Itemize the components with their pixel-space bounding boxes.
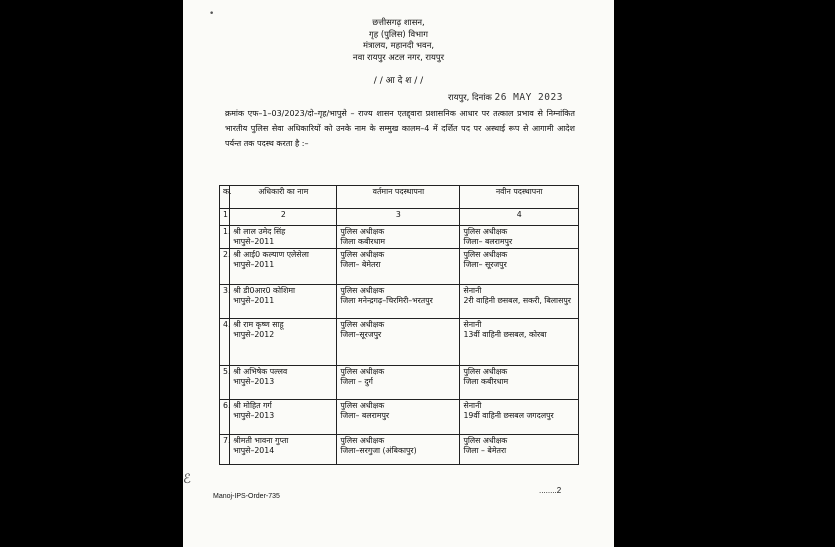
cell-new-posting xyxy=(460,400,579,435)
table-header-row xyxy=(220,186,579,209)
cell-current-posting-line: जिला मनेन्द्रगढ़–चिरमिरी–भरतपुर xyxy=(340,296,433,305)
handwritten-initials: ℰ xyxy=(183,472,191,487)
cell-officer xyxy=(230,226,337,249)
cell-sn xyxy=(220,366,230,400)
cell-officer-line: भापुसे–2012 xyxy=(233,330,275,339)
table-row xyxy=(220,226,579,249)
cell-current-posting-line: पुलिस अधीक्षक xyxy=(340,320,385,329)
cell-sn-line: 5. xyxy=(223,367,231,376)
cell-sn-line: 2. xyxy=(223,250,231,259)
page-mark: • xyxy=(209,9,215,19)
cell-officer-line: श्री आई0 कल्याण एलेसेला xyxy=(233,250,309,259)
cell-current-posting xyxy=(337,435,460,465)
cell-current-posting xyxy=(337,366,460,400)
cell-new-posting-line: पुलिस अधीक्षक xyxy=(463,436,508,445)
cell-current-posting xyxy=(337,249,460,285)
cell-new-posting-line: सेनानी xyxy=(463,286,482,295)
date-stamp: 26 MAY 2023 xyxy=(494,92,563,103)
col-number: 3 xyxy=(337,209,460,226)
cell-officer-line: श्री डी0आर0 कोशिमा xyxy=(233,286,296,295)
cell-new-posting-line: जिला – बेमेतरा xyxy=(463,446,507,455)
cell-current-posting xyxy=(337,226,460,249)
cell-officer-line: भापुसे–2013 xyxy=(233,411,275,420)
cell-new-posting-line: पुलिस अधीक्षक xyxy=(463,367,508,376)
cell-new-posting-line: 13वीं वाहिनी छसबल, कोरबा xyxy=(463,330,547,339)
posting-table xyxy=(219,185,579,465)
letterhead xyxy=(183,17,614,63)
table-row xyxy=(220,366,579,400)
col-header-current: वर्तमान पदस्थापना xyxy=(337,186,460,209)
cell-current-posting xyxy=(337,400,460,435)
cell-sn xyxy=(220,285,230,319)
cell-officer-line: भापुसे–2013 xyxy=(233,377,275,386)
cell-officer-line: श्री मोहित गर्ग xyxy=(233,401,272,410)
cell-officer-line: श्रीमती भावना गुप्ता xyxy=(233,436,289,445)
cell-officer-line: भापुसे–2014 xyxy=(233,446,275,455)
cell-officer-line: भापुसे–2011 xyxy=(233,260,275,269)
cell-officer xyxy=(230,435,337,465)
table-body xyxy=(220,226,579,465)
col-header-sn: क. xyxy=(220,186,230,209)
cell-sn xyxy=(220,319,230,366)
cell-officer xyxy=(230,285,337,319)
cell-new-posting-line: 19वीं वाहिनी छसबल जगदलपुर xyxy=(463,411,554,420)
cell-officer-line: श्री राम कृष्ण साहू xyxy=(233,320,284,329)
cell-new-posting xyxy=(460,435,579,465)
letterhead-line: मंत्रालय, महानदी भवन, xyxy=(362,40,435,51)
cell-new-posting-line: सेनानी xyxy=(463,401,482,410)
cell-officer-line: श्री अभिषेक पल्लव xyxy=(233,367,288,376)
order-body-text: क्रमांक एफ–1–03/2023/दो–गृह/भापुसे – राज्य शासन एतद्द्वारा प्रशासनिक आधार पर तत्काल प्रभाव से निम्नांकित भारतीय पुलिस सेवा अधिकारियों को उनके नाम के सम्मुख कालम–4 में दर्शित पद पर अस्थाई रूप से आगामी आदेश पर्यन्त तक पदस्थ करता है :– xyxy=(225,109,575,148)
cell-officer xyxy=(230,400,337,435)
cell-new-posting-line: पुलिस अधीक्षक xyxy=(463,250,508,259)
letterhead-line: नवा रायपुर अटल नगर, रायपुर xyxy=(352,51,445,62)
col-header-new: नवीन पदस्थापना xyxy=(460,186,579,209)
table-row xyxy=(220,400,579,435)
col-header-name: अधिकारी का नाम xyxy=(230,186,337,209)
cell-current-posting-line: पुलिस अधीक्षक xyxy=(340,436,385,445)
cell-current-posting xyxy=(337,285,460,319)
table-row xyxy=(220,249,579,285)
cell-current-posting-line: जिला– बलरामपुर xyxy=(340,411,390,420)
cell-officer-line: भापुसे–2011 xyxy=(233,237,275,246)
col-number: 1 xyxy=(220,209,230,226)
cell-officer xyxy=(230,319,337,366)
cell-new-posting xyxy=(460,366,579,400)
col-number: 2 xyxy=(230,209,337,226)
table-row xyxy=(220,285,579,319)
cell-current-posting-line: पुलिस अधीक्षक xyxy=(340,286,385,295)
cell-current-posting-line: जिला–सरगुजा (अंबिकापुर) xyxy=(340,446,417,455)
cell-officer xyxy=(230,249,337,285)
col-number: 4 xyxy=(460,209,579,226)
cell-sn-line: 6. xyxy=(223,401,231,410)
cell-current-posting-line: पुलिस अधीक्षक xyxy=(340,401,385,410)
cell-current-posting-line: जिला – दुर्ग xyxy=(340,377,373,386)
cell-sn xyxy=(220,249,230,285)
cell-new-posting xyxy=(460,319,579,366)
cell-current-posting-line: जिला कबीरधाम xyxy=(340,237,386,246)
cell-sn xyxy=(220,435,230,465)
cell-current-posting-line: जिला– बेमेतरा xyxy=(340,260,381,269)
cell-new-posting-line: सेनानी xyxy=(463,320,482,329)
letterhead-line: छत्तीसगढ़ शासन, xyxy=(372,17,425,27)
file-reference: Manoj-IPS-Order-735 xyxy=(213,493,280,500)
cell-sn-line: 4. xyxy=(223,320,231,329)
cell-officer-line: भापुसे–2011 xyxy=(233,296,275,305)
cell-new-posting-line: पुलिस अधीक्षक xyxy=(463,227,508,236)
cell-sn-line: 3. xyxy=(223,286,231,295)
cell-new-posting xyxy=(460,285,579,319)
cell-new-posting-line: जिला– सूरजपुर xyxy=(463,260,507,269)
cell-new-posting-line: 2री वाहिनी छसबल, सकरी, बिलासपुर xyxy=(463,296,571,305)
cell-current-posting-line: पुलिस अधीक्षक xyxy=(340,250,385,259)
cell-current-posting xyxy=(337,319,460,366)
letterhead-line: गृह (पुलिस) विभाग xyxy=(369,28,428,39)
cell-new-posting-line: जिला कबीरधाम xyxy=(463,377,509,386)
cell-sn xyxy=(220,400,230,435)
table-row xyxy=(220,435,579,465)
cell-sn-line: 1. xyxy=(223,227,231,236)
next-page-marker: ........2 xyxy=(539,486,562,495)
date-label: रायपुर, दिनांक xyxy=(448,92,492,102)
cell-current-posting-line: जिला–सूरजपुर xyxy=(340,330,382,339)
document-page xyxy=(183,0,614,547)
column-number-row xyxy=(220,209,579,226)
cell-officer-line: श्री लाल उमेद सिंह xyxy=(233,227,286,236)
order-title: / / आ दे श / / xyxy=(373,76,424,86)
cell-current-posting-line: पुलिस अधीक्षक xyxy=(340,367,385,376)
cell-sn xyxy=(220,226,230,249)
cell-new-posting-line: जिला– बलरामपुर xyxy=(463,237,513,246)
cell-new-posting xyxy=(460,226,579,249)
table-row xyxy=(220,319,579,366)
cell-current-posting-line: पुलिस अधीक्षक xyxy=(340,227,385,236)
cell-officer xyxy=(230,366,337,400)
cell-new-posting xyxy=(460,249,579,285)
order-date xyxy=(448,92,563,103)
cell-sn-line: 7. xyxy=(223,436,231,445)
